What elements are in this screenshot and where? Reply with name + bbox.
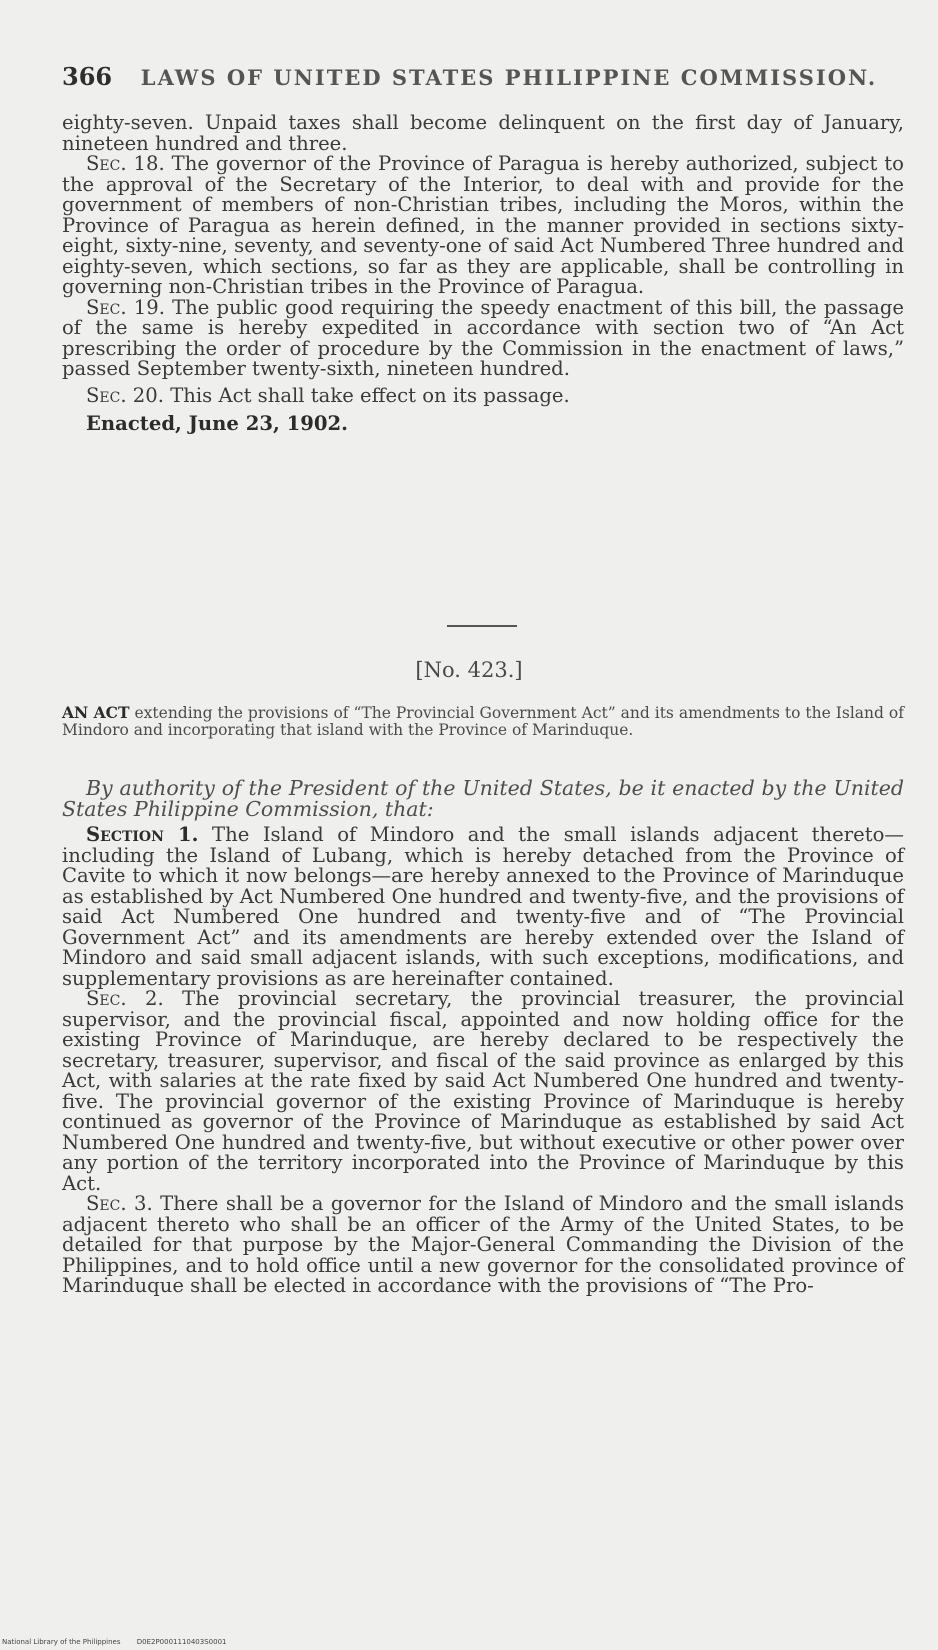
section-3 — [62, 1194, 904, 1297]
act-number: [No. 423.] — [415, 658, 523, 682]
section-2-text: The provincial secretary, the provincial treasurer, the provincial supervisor, and the provincial fiscal, appointed and now holding office for the existing Province of Marinduque, are hereby declared to be respectively the secretary, treasurer, supervisor, and fiscal of the said province as enlarged by this Act, with salaries at the rate fixed by said Act Numbered One hundred and twenty-five. The provincial governor of the existing Province of Marinduque is hereby continued as governor of the Province of Marinduque as established by said Act Numbered One hundred and twenty-five, but without executive or other power over any portion of the territory incorporated into the Province of Marinduque by this Act. — [62, 987, 904, 1195]
section-2 — [62, 989, 904, 1194]
continuation-text: eighty-seven. Unpaid taxes shall become delinquent on the first day of January, nineteen hundred and three. — [62, 111, 904, 155]
scan-footer — [2, 1638, 240, 1646]
enacted-date: Enacted, June 23, 1902. — [86, 412, 348, 435]
page-header — [62, 62, 878, 91]
section-19 — [62, 295, 904, 380]
enacting-clause: By authority of the President of the United States, be it enacted by the United States Philippine Commission, that: — [62, 776, 904, 821]
footer-id: D0E2P0001110403S0001 — [136, 1638, 227, 1646]
act-title-lead: AN ACT — [62, 703, 130, 722]
section-19-label: Sec. 19. — [86, 295, 165, 319]
section-18 — [62, 154, 904, 298]
section-18-text: The governor of the Province of Paragua is hereby authorized, subject to the approval of the Secretary of the Interior, to deal with and provide for the government of members of non-Christian tribes, including the Moros, within the Province of Paragua as herein defined, in the manner provided in sections sixty-eight, sixty-nine, seventy, and seventy-one of said Act Numbered Three hundred and eighty-seven, which sections, so far as they are applicable, shall be controlling in governing non-Christian tribes in the Province of Paragua. — [62, 152, 904, 298]
section-divider — [447, 625, 517, 627]
section-20-label: Sec. 20. — [86, 383, 164, 407]
act-title — [62, 705, 904, 738]
footer-source: National Library of the Philippines — [2, 1638, 121, 1646]
section-1-text: The Island of Mindoro and the small islands adjacent thereto—including the Island of Lubang, which is hereby detached from the Province of Cavite to which it now belongs—are hereby annexed to the Province of Marinduque as established by Act Numbered One hundred and twenty-five, and the provisions of said Act Numbered One hundred and twenty-five and of “The Provincial Government Act” and its amendments are hereby extended over the Island of Mindoro and said small adjacent islands, with such exceptions, modifications, and supplementary provisions as are hereinafter contained. — [62, 823, 904, 990]
section-20-text: This Act shall take effect on its passage. — [163, 383, 570, 407]
act-title-text: extending the provisions of “The Provincial Government Act” and its amendments to the Island of Mindoro and incorporating that island with the Province of Marinduque. — [62, 704, 904, 739]
page-number: 366 — [62, 62, 113, 91]
section-20 — [62, 383, 904, 407]
section-2-label: Sec. 2. — [86, 987, 164, 1010]
running-title: LAWS OF UNITED STATES PHILIPPINE COMMISSION. — [140, 65, 878, 90]
section-1 — [62, 825, 904, 989]
section-3-text: There shall be a governor for the Island of Mindoro and the small islands adjacent thereto who shall be an officer of the Army of the United States, to be detailed for that purpose by the Major-General Commanding the Division of the Philippines, and to hold office until a new governor for the consolidated province of Marinduque shall be elected in accordance with the provisions of “The Pro- — [62, 1192, 904, 1297]
section-18-label: Sec. 18. — [86, 152, 165, 175]
paragraph-continuation — [62, 113, 904, 154]
section-1-label: Section 1. — [86, 823, 199, 846]
section-3-label: Sec. 3. — [86, 1192, 153, 1215]
continued-act-text — [62, 113, 904, 435]
act-body — [62, 825, 904, 1297]
section-19-text: The public good requiring the speedy enactment of this bill, the passage of the same is hereby expedited in accordance with section two of “An Act prescribing the order of procedure by the Commission in the enactment of laws,” passed September twenty-sixth, nineteen hundred. — [62, 295, 904, 380]
